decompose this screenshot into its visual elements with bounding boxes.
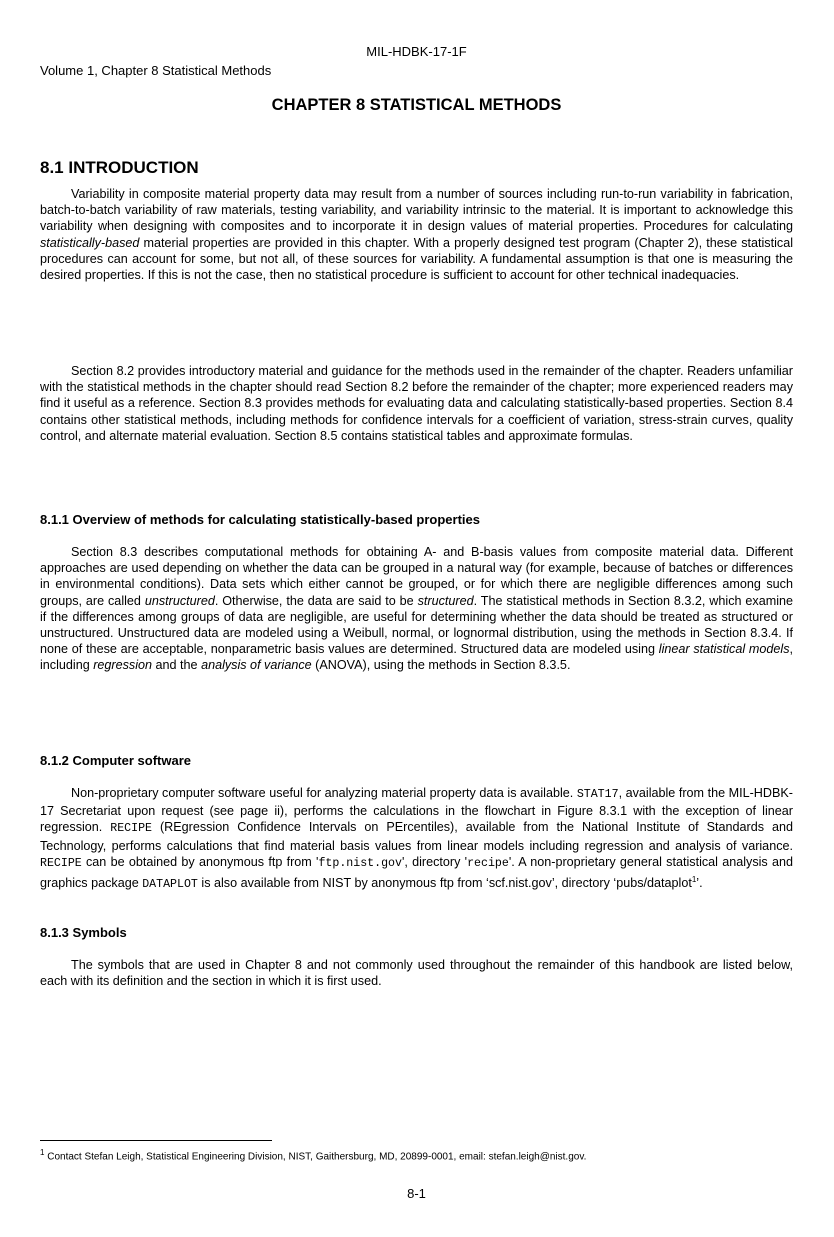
software-code-ftp-host: ftp.nist.gov bbox=[318, 856, 402, 870]
software-code-stat17: STAT17 bbox=[576, 788, 619, 801]
software-text-g: is also available from NIST by anonymous ftp from ‘scf.nist.gov’, directory ‘pubs/dataplot bbox=[197, 876, 692, 891]
intro-p1-text-a: Variability in composite material property data may result from a number of sources including run-to-run variability in fabrication, batch-to-batch variability of raw materials, testing variability, and variability intrinsic to the material. It is important to acknowledge this variability when designing with composites and to incorporate it in design values of material properties. Procedures for calculating bbox=[40, 187, 793, 234]
software-text-d: can be obtained by anonymous ftp from ' bbox=[81, 854, 319, 869]
section-heading-overview: 8.1.1 Overview of methods for calculating statistically-based properties bbox=[40, 512, 480, 527]
software-text-f: '. A non-proprietary general statistical analysis and graphics package bbox=[40, 854, 793, 891]
software-code-directory: recipe bbox=[467, 856, 509, 870]
overview-text-c: . The statistical methods in Section 8.3.2, which examine if the differences among groups of data are negligible, are useful for determining whether the data should be treated as structured or unstructured. Unstructured data are modeled using a Weibull, normal, or lognormal distribution, using the methods in Section 8.3.4. If none of these are acceptable, nonparametric basis values are determined. Structured data are modeled using bbox=[40, 593, 793, 657]
overview-emphasis-unstructured: unstructured bbox=[144, 593, 215, 608]
document-page bbox=[40, 0, 793, 1237]
overview-emphasis-linear-models: linear statistical models bbox=[658, 642, 790, 657]
software-text-e: ', directory ' bbox=[401, 854, 468, 869]
overview-text-e: and the bbox=[152, 658, 202, 673]
overview-emphasis-anova: analysis of variance bbox=[201, 658, 312, 673]
footnote bbox=[40, 1148, 586, 1162]
overview-paragraph bbox=[40, 544, 793, 674]
section-heading-software: 8.1.2 Computer software bbox=[40, 753, 191, 768]
volume-chapter-header: Volume 1, Chapter 8 Statistical Methods bbox=[40, 63, 272, 78]
symbols-paragraph: The symbols that are used in Chapter 8 and not commonly used throughout the remainder of this handbook are listed below, each with its definition and the section in which it is first used. bbox=[40, 958, 793, 989]
software-text-c: (REgression Confidence Intervals on PErcentiles), available from the National Institute of Standards and Technology, performs calculations that find material basis values from linear models including regression and analysis of variance. bbox=[40, 820, 793, 853]
overview-text-a: Section 8.3 describes computational methods for obtaining A- and B-basis values from composite material data. Different approaches are used depending on whether the data can be grouped in a natural way (for example, because of batches or differences in environmental conditions). Data sets which either cannot be grouped, or for which there are negligible differences among such groups, are called bbox=[40, 545, 793, 608]
software-code-recipe-2: RECIPE bbox=[40, 856, 82, 870]
document-id-header: MIL-HDBK-17-1F bbox=[366, 44, 467, 59]
footnote-text: Contact Stefan Leigh, Statistical Engineering Division, NIST, Gaithersburg, MD, 20899-0001, email: stefan.leigh@nist.gov. bbox=[44, 1151, 587, 1163]
intro-p1-emphasis: statistically-based bbox=[40, 235, 140, 250]
overview-emphasis-structured: structured bbox=[417, 593, 474, 608]
software-text-b: , available from the MIL-HDBK-17 Secretariat upon request (see page ii), performs the calculations in the flowchart in Figure 8.3.1 with the exception of linear regression. bbox=[40, 786, 793, 835]
overview-text-f: (ANOVA), using the methods in Section 8.3.5. bbox=[311, 658, 571, 673]
overview-text-d: , including bbox=[40, 642, 793, 673]
footnote-divider bbox=[40, 1140, 272, 1141]
software-code-recipe: RECIPE bbox=[110, 822, 152, 836]
intro-p1-text-b: material properties are provided in this chapter. With a properly designed test program (Chapter 2), these statistical procedures can account for some, but not all, of these sources for variability. A fundamental assumption is that one is measuring the desired properties. If this is not the case, then no statistical procedure is sufficient to account for other technical inadequacies. bbox=[40, 235, 793, 283]
software-paragraph bbox=[40, 785, 793, 893]
software-text-h: ’. bbox=[696, 876, 703, 891]
section-heading-introduction: 8.1 INTRODUCTION bbox=[40, 158, 199, 177]
overview-emphasis-regression: regression bbox=[93, 658, 153, 673]
section-heading-symbols: 8.1.3 Symbols bbox=[40, 925, 127, 940]
footnote-mark: 1 bbox=[40, 1148, 45, 1157]
intro-paragraph-1 bbox=[40, 186, 793, 283]
software-code-dataplot: DATAPLOT bbox=[142, 878, 198, 892]
chapter-title: CHAPTER 8 STATISTICAL METHODS bbox=[271, 96, 562, 114]
software-text-a: Non-proprietary computer software useful for analyzing material property data is available. bbox=[71, 786, 577, 800]
overview-text-b: . Otherwise, the data are said to be bbox=[214, 593, 418, 608]
page-number: 8-1 bbox=[407, 1186, 426, 1201]
footnote-reference-mark: 1 bbox=[691, 875, 697, 885]
intro-paragraph-2: Section 8.2 provides introductory material and guidance for the methods used in the remainder of the chapter. Readers unfamiliar with the statistical methods in the chapter should read Section 8.2 before the remainder of the chapter; more experienced readers may find it useful as a reference. Section 8.3 provides methods for evaluating data and calculating statistically-based properties. Section 8.4 contains other statistical methods, including methods for confidence intervals for a coefficient of variation, stress-strain curves, quality control, and alternate material evaluation. Section 8.5 contains statistical tables and approximate formulas. bbox=[40, 364, 793, 443]
